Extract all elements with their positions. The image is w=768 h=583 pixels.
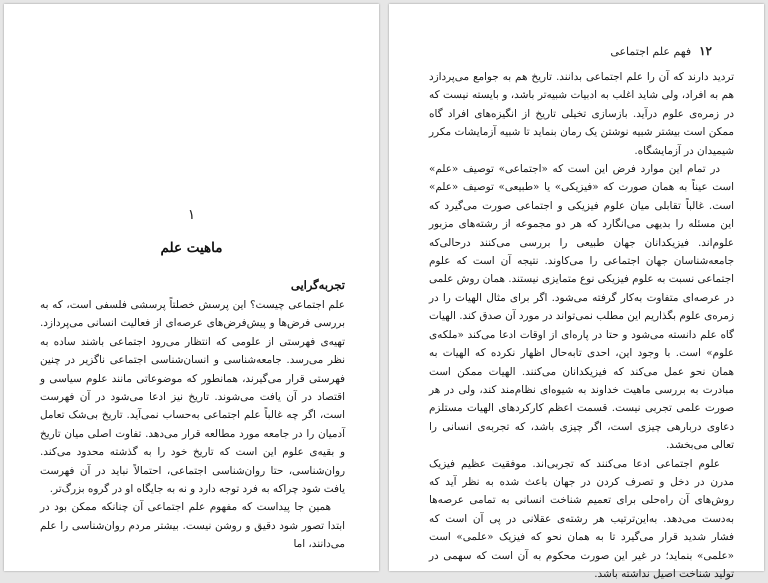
paragraph: تردید دارند که آن را علم اجتماعی بدانند. تاریخ هم به جوامع می‌پردازد هم به افراد، ولی شاید اغلب به ادبیات شبیه‌تر باشد، و بایسته نیست که در زمره‌ی علوم درآید. بازسازی تخیلی تاریخ از انگیزه‌های افراد گاه ممکن است بیشتر شبیه نوشتن یک رمان بنماید تا شبیه آزمایشات مکرر شیمیدان در آزمایشگاه. bbox=[429, 71, 734, 157]
section-heading: تجربه‌گرایی bbox=[290, 278, 345, 292]
left-body-text bbox=[40, 296, 345, 554]
right-body-text bbox=[429, 68, 734, 583]
chapter-number: ۱ bbox=[187, 207, 196, 223]
chapter-title: ماهیت علم bbox=[160, 240, 223, 256]
running-header bbox=[429, 44, 712, 58]
paragraph: علم اجتماعی چیست؟ این پرسش خصلتاً پرسشی فلسفی است، که به بررسی فرض‌ها و پیش‌فرض‌های عرصه‌ای از فعالیت انسانی می‌پردازد. تهیه‌ی فهرستی از علومی که انتظار می‌رود اجتماعی باشند ساده به نظر می‌رسد. جامعه‌شناسی و انسان‌شناسی اجتماعی ناگزیر در چنین فهرستی قرار می‌گیرند، همانطور که موضوعاتی مانند علوم سیاسی و اقتصاد در آن یافت می‌شوند. تاریخ نیز ادعا می‌شود در آن فهرست است، اگر چه غالباً علم اجتماعی به‌حساب نمی‌آید. تاریخ بی‌شک تعامل آدمیان را در جامعه مورد مطالعه قرار می‌دهد. تفاوت اصلی میان تاریخ و بقیه‌ی علوم این است که تاریخ خود را به گذشته محدود می‌کند. روان‌شناسی، حتا روان‌شناسی اجتماعی، احتمالاً نباید در آن فهرست یافت شود چراکه به فرد توجه دارد و نه به جایگاه او در گروه بزرگ‌تر. bbox=[40, 299, 345, 496]
left-page bbox=[4, 4, 379, 571]
running-title: فهم علم اجتماعی bbox=[610, 45, 692, 58]
paragraph: علوم اجتماعی ادعا می‌کنند که تجربی‌اند. موفقیت عظیم فیزیک مدرن در دخل و تصرف کردن در جهان باعث شده به نظر آید که روش‌های آن راه‌حلی برای تعمیم شناخت انسانی به تمامی عرصه‌ها به‌دست می‌دهد. به‌این‌ترتیب هر رشته‌ی عقلانی در پی آن است که فشار شدید قرار می‌گیرد تا به همان نحو که فیزیک «علمی» است «علمی» بنماید؛ در غیر این صورت محکوم به آن است که سهمی در تولید شناخت اصیل نداشته باشد. bbox=[429, 457, 734, 580]
right-page bbox=[389, 4, 764, 580]
page-number: ۱۲ bbox=[699, 44, 712, 58]
paragraph: همین جا پیداست که مفهوم علم اجتماعی آن چنانکه ممکن بود در ابتدا تصور شود دقیق و روشن نیست. بیشتر مردم روان‌شناسی را علم می‌دانند، اما bbox=[40, 501, 345, 551]
paragraph: در تمام این موارد فرض این است که «اجتماعی» توصیف «علم» است عیناً به همان صورت که «فیزیکی» یا «طبیعی» توصیف «علم» است. غالباً تقابلی میان علوم فیزیکی و اجتماعی صورت می‌گیرد که این مسئله را بدیهی می‌انگارد که هر دو مجموعه از رشته‌های مزبور علوم‌اند. فیزیکدانان جهان طبیعی را بررسی می‌کنند درحالی‌که جامعه‌شناسان جهان اجتماعی را می‌کاوند. نتیجه آن است که علوم اجتماعی نسبت به علوم فیزیکی نوع متمایزی نیستند. همان روش علمی در عرصه‌ای متفاوت به‌کار گرفته می‌شود. اگر برای مثال الهیات را در زمره‌ی علوم بگذاریم این مطلب نمی‌تواند در مورد آن صدق کند. الهیات گاه علم دانسته می‌شود و حتا در پاره‌ای از اوقات ادعا می‌کند «ملکه‌ی علوم» است. با وجود این، احدی تابه‌حال اظهار نکرده که الهیات به همان نحو عمل می‌کند که فیزیکدانان می‌کنند. الهیات ممکن است مبادرت به بررسی ماهیت خداوند به شیوه‌ای نظام‌مند کند، ولی در هر صورت علمی تجربی نیست. قسمت اعظم کارکردهای الهیات مستلزم دعاوی دربار‌هی چیزی است، اگر چیزی باشد، که تجربه‌ی انسانی را تعالی می‌بخشد. bbox=[429, 163, 734, 452]
